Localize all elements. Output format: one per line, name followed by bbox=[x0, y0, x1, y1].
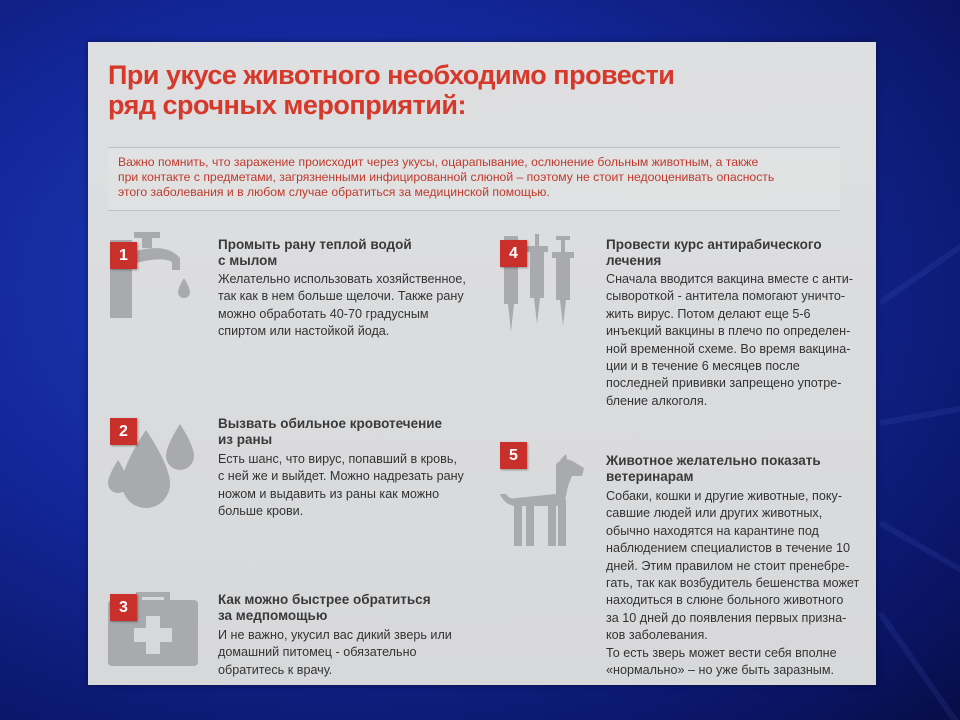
page-title: При укусе животного необходимо провести ряд срочных мероприятий: bbox=[108, 60, 675, 120]
step-description: Собаки, кошки и другие животные, поку- савшие людей или других животных, обычно находятся на карантине под наблюдением специалистов в течение 10 дней. Этим правилом не стоит пренебре- гать, так как возбудитель бешенства может находиться в слюне больного животного за 10 дней до появления первых призна- ков заболевания. То есть зверь может вести себя вполне «нормально» – но уже быть заразным. bbox=[606, 489, 860, 678]
step-number-badge: 1 bbox=[110, 242, 137, 269]
step-number-badge: 5 bbox=[500, 442, 527, 469]
step-description: И не важно, укусил вас дикий зверь или домашний питомец - обязательно обратитесь к врачу. bbox=[218, 628, 452, 677]
step-title: Вызвать обильное кровотечение из раны bbox=[218, 416, 443, 447]
step-description: Желательно использовать хозяйственное, так как в нем больше щелочи. Также рану можно обработать 40-70 градусным спиртом или настойкой йода. bbox=[218, 272, 466, 339]
step-title: Животное желательно показать ветеринарам bbox=[606, 453, 821, 484]
notice-text: Важно помнить, что заражение происходит через укусы, оцарапывание, ослюнение больным животным, а также при контакте с предметами, загрязненными инфицированной слюной – поэтому не стоит недооценивать опасность этого заболевания и в любом случае обратиться за медицинской помощью. bbox=[118, 155, 775, 199]
step-description: Есть шанс, что вирус, попавший в кровь, с ней же и выйдет. Можно надрезать рану ножом и выдавить из раны как можно больше крови. bbox=[218, 452, 464, 519]
infographic-panel bbox=[88, 42, 876, 685]
step-title: Провести курс антирабического лечения bbox=[606, 237, 822, 268]
step-title: Промыть рану теплой водой с мылом bbox=[218, 237, 412, 268]
step-number-badge: 2 bbox=[110, 418, 137, 445]
step-title: Как можно быстрее обратиться за медпомощью bbox=[218, 592, 431, 623]
step-number-badge: 4 bbox=[500, 240, 527, 267]
important-notice bbox=[108, 147, 840, 211]
step-number-badge: 3 bbox=[110, 594, 137, 621]
step-description: Сначала вводится вакцина вместе с анти- сывороткой - антитела помогают уничто- жить вирус. Потом делают еще 5-6 инъекций вакцины в плечо по определен- ной временной схеме. Во время вакцина- ции и в течение 6 месяцев после последней прививки запрещено употре- бление алкоголя. bbox=[606, 272, 853, 408]
